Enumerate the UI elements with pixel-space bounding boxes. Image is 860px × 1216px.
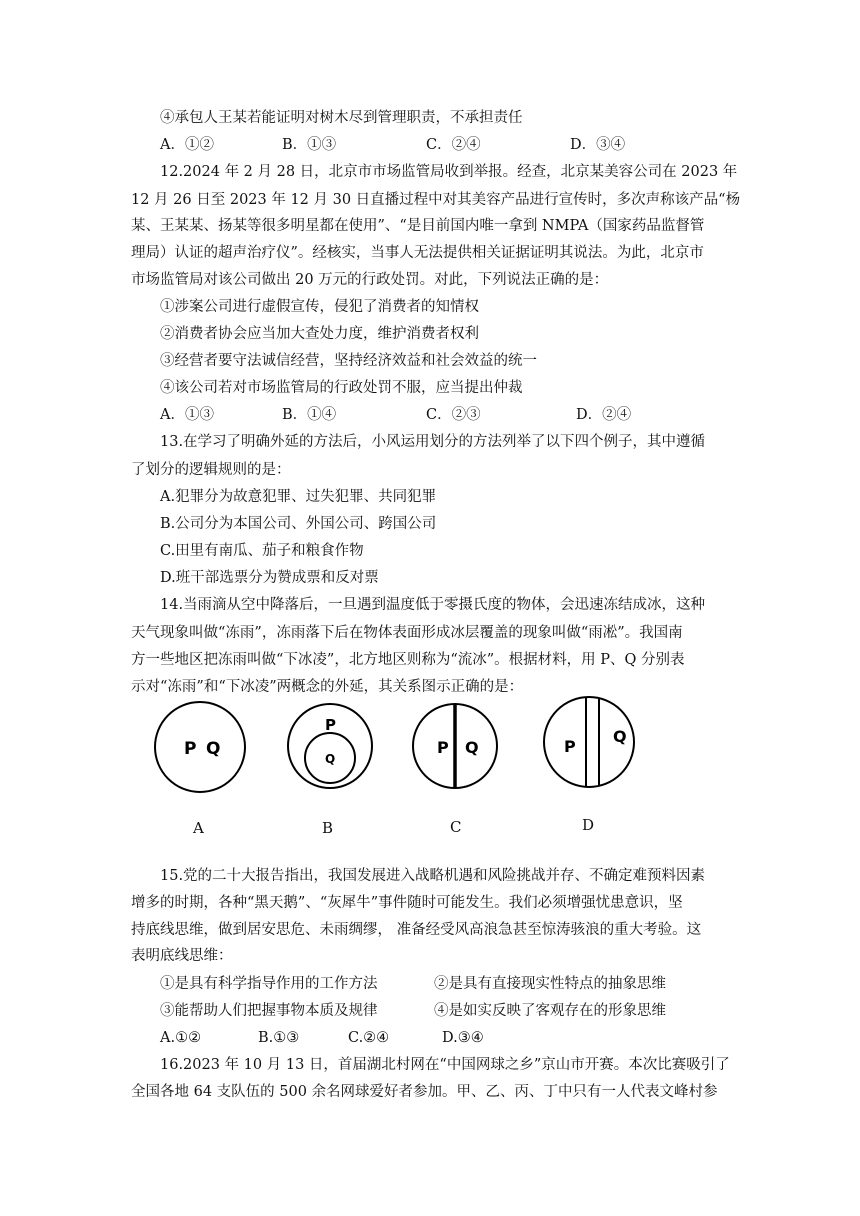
q12-item-4: ④该公司若对市场监管局的行政处罚不服，应当提出仲裁 xyxy=(160,380,523,396)
q15-line-4: 表明底线思维： xyxy=(131,948,233,964)
q12-item-3: ③经营者要守法诚信经营，坚持经济效益和社会效益的统一 xyxy=(160,353,537,369)
diagram-a xyxy=(155,702,245,792)
q16-line-2: 全国各地 64 支队伍的 500 余名网球爱好者参加。甲、乙、丙、丁中只有一人代表文峰村参 xyxy=(131,1084,718,1100)
diagram-label-a: A xyxy=(193,819,204,837)
q15-item-3: ③能帮助人们把握事物本质及规律 xyxy=(160,1003,378,1019)
q15-item-4: ④是如实反映了客观存在的形象思维 xyxy=(434,1003,666,1019)
diagram-b-p: P xyxy=(325,716,336,734)
q15-item-2: ②是具有直接现实性特点的抽象思维 xyxy=(434,976,666,992)
q15-option-a: A.①② xyxy=(160,1030,202,1046)
q13-line-1: 13.在学习了明确外延的方法后，小风运用划分的方法列举了以下四个例子，其中遵循 xyxy=(160,434,706,450)
q15-line-3: 持底线思维，做到居安思危、未雨绸缪， 准备经受风高浪急甚至惊涛骇浪的重大考验。这 xyxy=(131,922,702,938)
q12-line-5: 市场监管局对该公司做出 20 万元的行政处罚。对此，下列说法正确的是： xyxy=(131,272,609,288)
option-b-top: B．①③ xyxy=(282,137,337,153)
q13-option-b: B.公司分为本国公司、外国公司、跨国公司 xyxy=(160,516,437,532)
q14-line-1: 14.当雨滴从空中降落后，一旦遇到温度低于零摄氏度的物体，会迅速冻结成冰，这种 xyxy=(160,597,706,613)
q12-item-1: ①涉案公司进行虚假宣传，侵犯了消费者的知情权 xyxy=(160,299,479,315)
q13-option-c: C.田里有南瓜、茄子和粮食作物 xyxy=(160,543,364,559)
q12-item-2: ②消费者协会应当加大查处力度，维护消费者权利 xyxy=(160,326,479,342)
diagram-d xyxy=(544,697,634,787)
q15-item-1: ①是具有科学指导作用的工作方法 xyxy=(160,976,378,992)
q12-option-b: B．①④ xyxy=(282,407,337,423)
diagram-c-p: P xyxy=(437,738,449,757)
q12-option-a: A．①③ xyxy=(160,407,214,423)
diagram-c-q: Q xyxy=(465,738,479,757)
q12-option-c: C．②③ xyxy=(426,407,481,423)
q15-line-2: 增多的时期，各种“黑天鹅”、“灰犀牛”事件随时可能发生。我们必须增强忧患意识，坚 xyxy=(131,895,683,911)
q15-option-d: D.③④ xyxy=(442,1030,484,1046)
diagram-d-p: P xyxy=(564,737,576,756)
item-4-top: ④承包人王某若能证明对树木尽到管理职责，不承担责任 xyxy=(160,110,523,126)
q12-option-d: D．②④ xyxy=(576,407,632,423)
q12-line-2: 12 月 26 日至 2023 年 12 月 30 日直播过程中对其美容产品进行宣传时，多次声称该产品“杨 xyxy=(131,192,741,208)
q12-line-4: 理局）认证的超声治疗仪”。经核实，当事人无法提供相关证据证明其说法。为此，北京市 xyxy=(131,245,704,261)
venn-diagrams xyxy=(0,690,860,800)
q15-line-1: 15.党的二十大报告指出，我国发展进入战略机遇和风险挑战并存、不确定难预料因素 xyxy=(160,868,706,884)
q16-line-1: 16.2023 年 10 月 13 日，首届湖北村网在“中国网球之乡”京山市开赛。本次比赛吸引了 xyxy=(160,1057,730,1073)
q14-line-4: 示对“冻雨”和“下冰凌”两概念的外延，其关系图示正确的是： xyxy=(131,679,524,695)
diagram-label-c: C xyxy=(450,818,462,836)
diagram-a-q: Q xyxy=(206,739,221,759)
q13-option-d: D.班干部选票分为赞成票和反对票 xyxy=(160,570,379,586)
diagram-d-q: Q xyxy=(613,727,627,746)
diagram-label-b: B xyxy=(322,819,334,837)
q15-option-c: C.②④ xyxy=(348,1030,390,1046)
diagram-a-p: P xyxy=(184,739,197,759)
q14-line-3: 方一些地区把冻雨叫做“下冰凌”，北方地区则称为“流冰”。根据材料，用 P、Q 分别表 xyxy=(131,652,685,668)
option-c-top: C．②④ xyxy=(426,137,481,153)
diagram-c xyxy=(413,704,497,788)
q15-option-b: B.①③ xyxy=(258,1030,300,1046)
option-a-top: A．①② xyxy=(160,137,214,153)
diagram-b xyxy=(288,704,372,788)
q12-line-3: 某、王某某、扬某等很多明星都在使用”、“是目前国内唯一拿到 NMPA（国家药品监督管 xyxy=(131,218,705,234)
diagram-b-q: Q xyxy=(325,752,336,766)
q13-line-2: 了划分的逻辑规则的是： xyxy=(131,462,291,478)
option-d-top: D．③④ xyxy=(570,137,626,153)
q13-option-a: A.犯罪分为故意犯罪、过失犯罪、共同犯罪 xyxy=(160,489,437,505)
q14-line-2: 天气现象叫做“冻雨”，冻雨落下后在物体表面形成冰层覆盖的现象叫做“雨凇”。我国南 xyxy=(131,625,683,641)
q12-line-1: 12.2024 年 2 月 28 日，北京市市场监管局收到举报。经查，北京某美容公司在 2023 年 xyxy=(160,164,738,180)
diagram-label-d: D xyxy=(582,816,595,834)
